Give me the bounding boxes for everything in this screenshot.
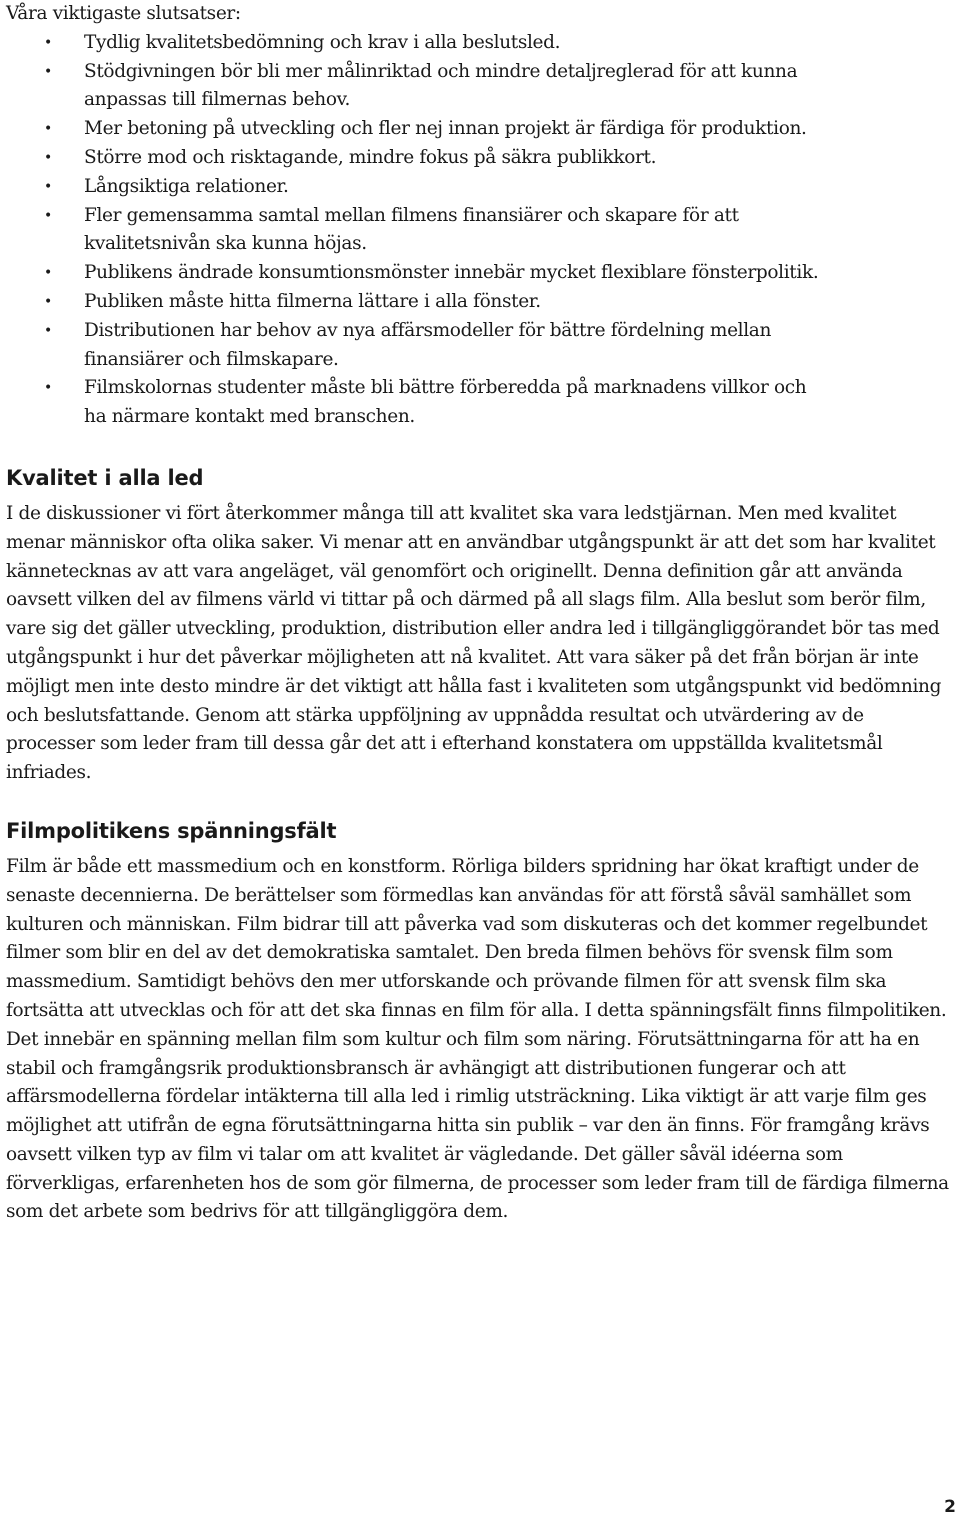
list-item-text: Större mod och risktagande, mindre fokus på säkra publikkort. bbox=[84, 146, 657, 168]
section-body-spanningsfalt: Film är både ett massmedium och en konstform. Rörliga bilders spridning har ökat kraftigt under de senaste decennierna. De berättelser som förmedlas kan användas för att förstå såväl samhället som kulturen och människan. Film bidrar till att påverka vad som diskuteras och det kommer regelbundet filmer som blir en del av det demokratiska samtalet. Den breda filmen behövs för svensk film som massmedium. Samtidigt behövs den mer utforskande och prövande filmen för att svensk film ska fortsätta att utvecklas och för att det ska finnas en film för alla. I detta spänningsfält finns filmpolitiken. Det innebär en spänning mellan film som kultur och film som näring. Förutsättningarna för att ha en stabil och framgångsrik produktionsbransch är avhängigt att distributionen fungerar och att affärsmodellerna fördelar intäkterna till alla led i rimlig utsträckning. Lika viktigt är att varje film ges möjlighet att utifrån de egna förutsättningarna hitta sin publik – var den än finns. För framgång krävs oavsett vilken typ av film vi talar om att kvalitet är vägledande. Det gäller såväl idéerna som förverkligas, erfarenheten hos de som gör filmerna, de processer som leder fram till de färdiga filmerna som det arbete som bedrivs för att tillgängliggöra dem. bbox=[6, 855, 949, 1223]
list-item-text: Stödgivningen bör bli mer målinriktad och mindre detaljreglerad för att kunna anpassas till filmernas behov. bbox=[84, 60, 798, 111]
list-item bbox=[6, 173, 824, 202]
list-item-text: Tydlig kvalitetsbedömning och krav i alla beslutsled. bbox=[84, 31, 561, 53]
bullet-icon: • bbox=[44, 207, 52, 224]
list-item bbox=[6, 58, 824, 116]
list-item bbox=[6, 317, 824, 375]
list-item-text: Fler gemensamma samtal mellan filmens finansiärer och skapare för att kvalitetsnivån ska kunna höjas. bbox=[84, 204, 739, 255]
list-item-text: Filmskolornas studenter måste bli bättre förberedda på marknadens villkor och ha närmare kontakt med branschen. bbox=[84, 377, 807, 428]
bullet-icon: • bbox=[44, 380, 52, 397]
list-item bbox=[6, 29, 824, 58]
section-body-kvalitet: I de diskussioner vi fört återkommer många till att kvalitet ska vara ledstjärnan. Men med kvalitet menar människor ofta olika saker. Vi menar att en användbar utgångspunkt är att det som har kvalitet kännetecknas av att vara angeläget, väl genomfört och originellt. Denna definition går att använda oavsett vilken del av filmens värld vi tittar på och därmed på all slags film. Alla beslut som berör film, vare sig det gäller utveckling, produktion, distribution eller andra led i tillgängliggörandet bör tas med utgångspunkt i hur det påverkar möjligheten att nå kvalitet. Att vara säker på det från början är inte möjligt men inte desto mindre är det viktigt att hålla fast i kvaliteten som utgångspunkt vid bedömning och beslutsfattande. Genom att stärka uppföljning av uppnådda resultat och utvärdering av de processer som leder fram till dessa går det att i efterhand konstatera om uppställda kvalitetsmål infriades. bbox=[6, 502, 942, 784]
bullet-icon: • bbox=[44, 265, 52, 282]
list-item-text: Publiken måste hitta filmerna lättare i alla fönster. bbox=[84, 290, 541, 312]
section-heading-spanningsfalt: Filmpolitikens spänningsfält bbox=[6, 818, 337, 843]
list-item-text: Mer betoning på utveckling och fler nej innan projekt är färdiga för produktion. bbox=[84, 118, 807, 140]
bullet-icon: • bbox=[44, 34, 52, 51]
list-item bbox=[6, 288, 824, 317]
list-item-text: Publikens ändrade konsumtionsmönster innebär mycket flexiblare fönsterpolitik. bbox=[84, 262, 819, 284]
conclusions-heading: Våra viktigaste slutsatser: bbox=[6, 3, 241, 24]
bullet-icon: • bbox=[44, 293, 52, 310]
bullet-icon: • bbox=[44, 63, 52, 80]
bullet-icon: • bbox=[44, 178, 52, 195]
section-heading-kvalitet: Kvalitet i alla led bbox=[6, 465, 204, 490]
bullet-icon: • bbox=[44, 322, 52, 339]
conclusions-list bbox=[6, 29, 951, 432]
list-item bbox=[6, 144, 824, 173]
list-item-text: Distributionen har behov av nya affärsmodeller för bättre fördelning mellan finansiärer och filmskapare. bbox=[84, 319, 772, 370]
bullet-icon: • bbox=[44, 149, 52, 166]
bullet-icon: • bbox=[44, 121, 52, 138]
list-item bbox=[6, 374, 824, 432]
list-item-text: Långsiktiga relationer. bbox=[84, 175, 289, 197]
list-item bbox=[6, 115, 824, 144]
list-item bbox=[6, 259, 824, 288]
page-number: 2 bbox=[944, 1497, 956, 1517]
document-page bbox=[6, 0, 951, 1227]
list-item bbox=[6, 202, 824, 260]
